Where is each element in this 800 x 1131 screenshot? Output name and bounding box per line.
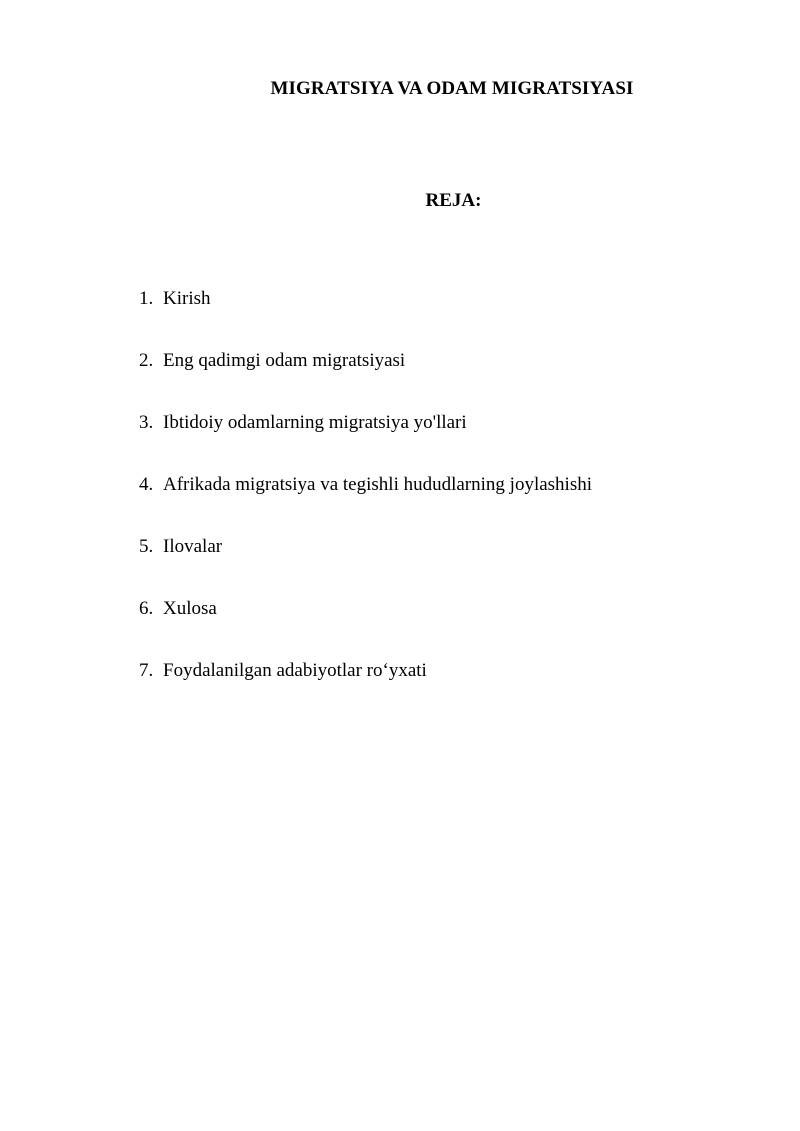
plan-list: [139, 286, 592, 720]
plan-item-text: Eng qadimgi odam migratsiyasi: [163, 350, 406, 371]
plan-item-number: 7.: [139, 660, 154, 681]
plan-item-1: [139, 286, 592, 312]
plan-item-text: Xulosa: [163, 598, 217, 619]
plan-item-number: 6.: [139, 598, 154, 619]
plan-item-text: Kirish: [163, 288, 211, 309]
plan-item-number: 5.: [139, 536, 154, 557]
plan-item-number: 2.: [139, 350, 154, 371]
plan-item-number: 1.: [139, 288, 154, 309]
plan-item-7: [139, 658, 592, 684]
plan-item-3: [139, 410, 592, 436]
plan-item-text: Foydalanilgan adabiyotlar ro‘yxati: [163, 660, 427, 681]
plan-item-text: Afrikada migratsiya va tegishli hududlarning joylashishi: [163, 474, 593, 495]
plan-item-text: Ilovalar: [163, 536, 223, 557]
document-title: MIGRATSIYA VA ODAM MIGRATSIYASI: [270, 78, 634, 99]
plan-item-number: 4.: [139, 474, 154, 495]
plan-heading: REJA:: [425, 190, 482, 211]
plan-item-6: [139, 596, 592, 622]
plan-item-2: [139, 348, 592, 374]
plan-item-5: [139, 534, 592, 560]
plan-item-4: [139, 472, 592, 498]
plan-item-text: Ibtidoiy odamlarning migratsiya yo'llari: [163, 412, 467, 433]
plan-item-number: 3.: [139, 412, 154, 433]
